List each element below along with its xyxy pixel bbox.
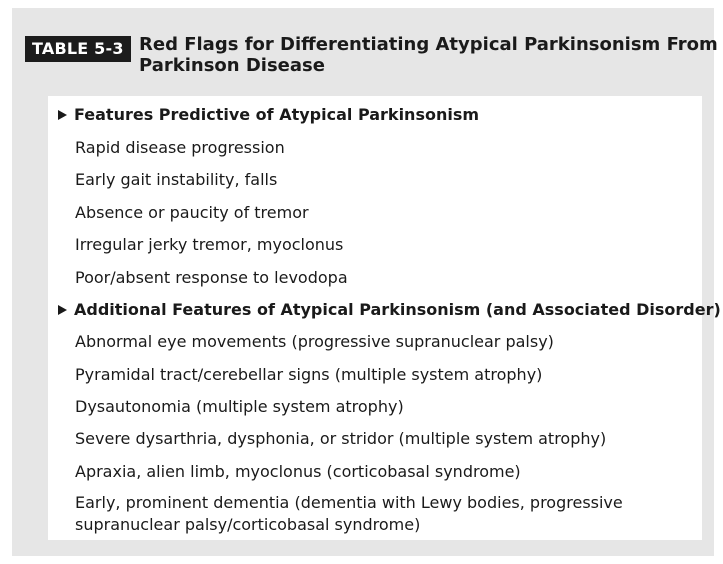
table-panel [12,8,721,556]
table-label-badge: TABLE 5-3 [25,36,131,62]
section-heading [58,298,721,321]
list-item: Dysautonomia (multiple system atrophy) [75,397,404,416]
list-item: Irregular jerky tremor, myoclonus [75,235,344,254]
list-item: Early, prominent dementia (dementia with Lewy bodies, progressive supranuclear palsy/corticobasal syndrome) [75,493,623,534]
section-heading-text: Features Predictive of Atypical Parkinsonism [74,105,480,124]
list-item: Pyramidal tract/cerebellar signs (multiple system atrophy) [75,365,543,384]
list-item: Abnormal eye movements (progressive supranuclear palsy) [75,332,554,351]
list-item: Severe dysarthria, dysphonia, or stridor (multiple system atrophy) [75,429,607,448]
list-item: Absence or paucity of tremor [75,203,309,222]
table-title: Red Flags for Differentiating Atypical Parkinsonism From Parkinson Disease [139,34,718,76]
list-item: Early gait instability, falls [75,170,278,189]
section-heading [58,103,479,126]
list-item: Rapid disease progression [75,138,285,157]
section-heading-text: Additional Features of Atypical Parkinsonism (and Associated Disorder) [74,300,721,319]
triangle-bullet-icon [58,305,67,315]
triangle-bullet-icon [58,110,67,120]
list-item: Poor/absent response to levodopa [75,268,348,287]
list-item: Apraxia, alien limb, myoclonus (corticobasal syndrome) [75,462,521,481]
table-content [48,96,721,540]
